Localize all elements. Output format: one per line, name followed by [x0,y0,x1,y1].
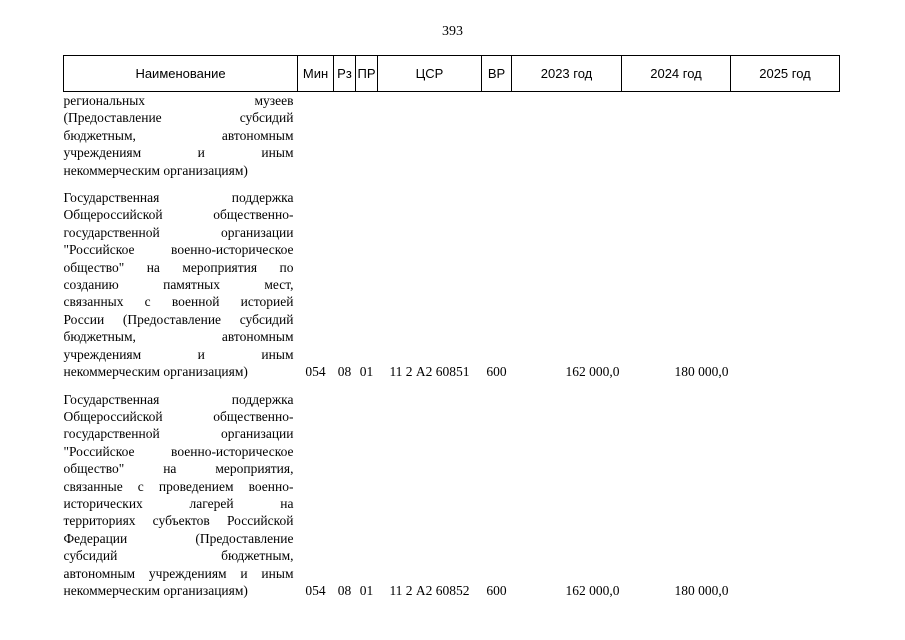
row-csr-cell: 11 2 А2 60851 [389,364,470,380]
row-name-cell [64,92,298,180]
row-vr-cell [482,92,512,180]
header-rz: Рз [334,56,356,92]
row-name-cell [64,391,298,600]
row-name-line: Федерации (Предоставление [63,530,294,546]
row-name-line: бюджетным, автономным [63,329,294,345]
row-pr-cell: 01 [359,582,374,598]
row-name-line: Общероссийской общественно- [63,207,294,223]
row-name-line: (Предоставление субсидий [63,110,294,126]
row-min-cell: 054 [305,364,326,380]
row-name-line: связанные с проведением военно- [63,478,294,494]
row-name-line: созданию памятных мест, [63,277,294,293]
row-name-line: некоммерческим организациям) [63,162,248,178]
row-name-line: региональных музеев [63,93,294,108]
row-name-line: общество" на мероприятия, [63,461,294,477]
table-body [64,92,840,600]
row-y2024-cell: 180 000,0 [674,582,729,598]
row-pr-cell: 01 [359,364,374,380]
row-name-line: учреждениям и иным [63,346,294,362]
row-y2024-cell: 180 000,0 [674,364,729,380]
header-2025: 2025 год [731,56,840,92]
row-y2024-cell [622,92,731,180]
row-name-line: исторических лагерей на [63,495,294,511]
row-name-line: некоммерческим организациям) [63,582,248,598]
row-spacer-cell [64,381,840,391]
budget-table [63,55,840,599]
row-name-line: Государственная поддержка [63,391,294,407]
row-name-line: общество" на мероприятия по [63,259,294,275]
row-name-line: государственной организации [63,426,294,442]
page-number: 393 [442,24,463,39]
table-row [64,391,840,600]
row-name-line: некоммерческим организациям) [63,364,248,380]
header-2024: 2024 год [622,56,731,92]
header-name: Наименование [64,56,298,92]
header-2023: 2023 год [512,56,622,92]
row-y2023-cell [512,92,622,180]
row-rz-cell [334,92,356,180]
row-name-line: государственной организации [63,224,294,240]
row-name-line: субсидий бюджетным, [63,548,294,564]
row-rz-cell: 08 [337,582,352,598]
row-y2025-cell [731,92,840,180]
row-spacer [64,381,840,391]
row-min-cell [298,92,334,180]
row-rz-cell: 08 [337,364,352,380]
row-y2025-cell [731,391,840,600]
header-min: Мин [298,56,334,92]
row-name-line: России (Предоставление субсидий [63,311,294,327]
row-name-line: Общероссийской общественно- [63,408,294,424]
row-spacer-cell [64,179,840,189]
row-csr-cell [378,92,482,180]
row-min-cell: 054 [305,582,326,598]
table-header-row [64,56,840,92]
header-csr: ЦСР [378,56,482,92]
table-row [64,92,840,180]
row-name-line: автономным учреждениям и иным [63,565,294,581]
row-y2025-cell [731,189,840,380]
row-pr-cell [356,92,378,180]
row-csr-cell: 11 2 А2 60852 [389,582,470,598]
row-name-line: "Российское военно-историческое [63,242,294,258]
table-row [64,189,840,380]
row-name-line: "Российское военно-историческое [63,443,294,459]
row-name-line: территориях субъектов Российской [63,513,294,529]
header-pr: ПР [356,56,378,92]
row-name-cell [64,189,298,380]
row-y2023-cell: 162 000,0 [565,582,620,598]
row-vr-cell: 600 [486,582,507,598]
row-name-line: учреждениям и иным [63,145,294,161]
row-vr-cell: 600 [486,364,507,380]
row-name-line: связанных с военной историей [63,294,294,310]
row-name-line: бюджетным, автономным [63,127,294,143]
row-name-line: Государственная поддержка [63,190,294,206]
row-spacer [64,179,840,189]
header-vr: ВР [482,56,512,92]
row-y2023-cell: 162 000,0 [565,364,620,380]
